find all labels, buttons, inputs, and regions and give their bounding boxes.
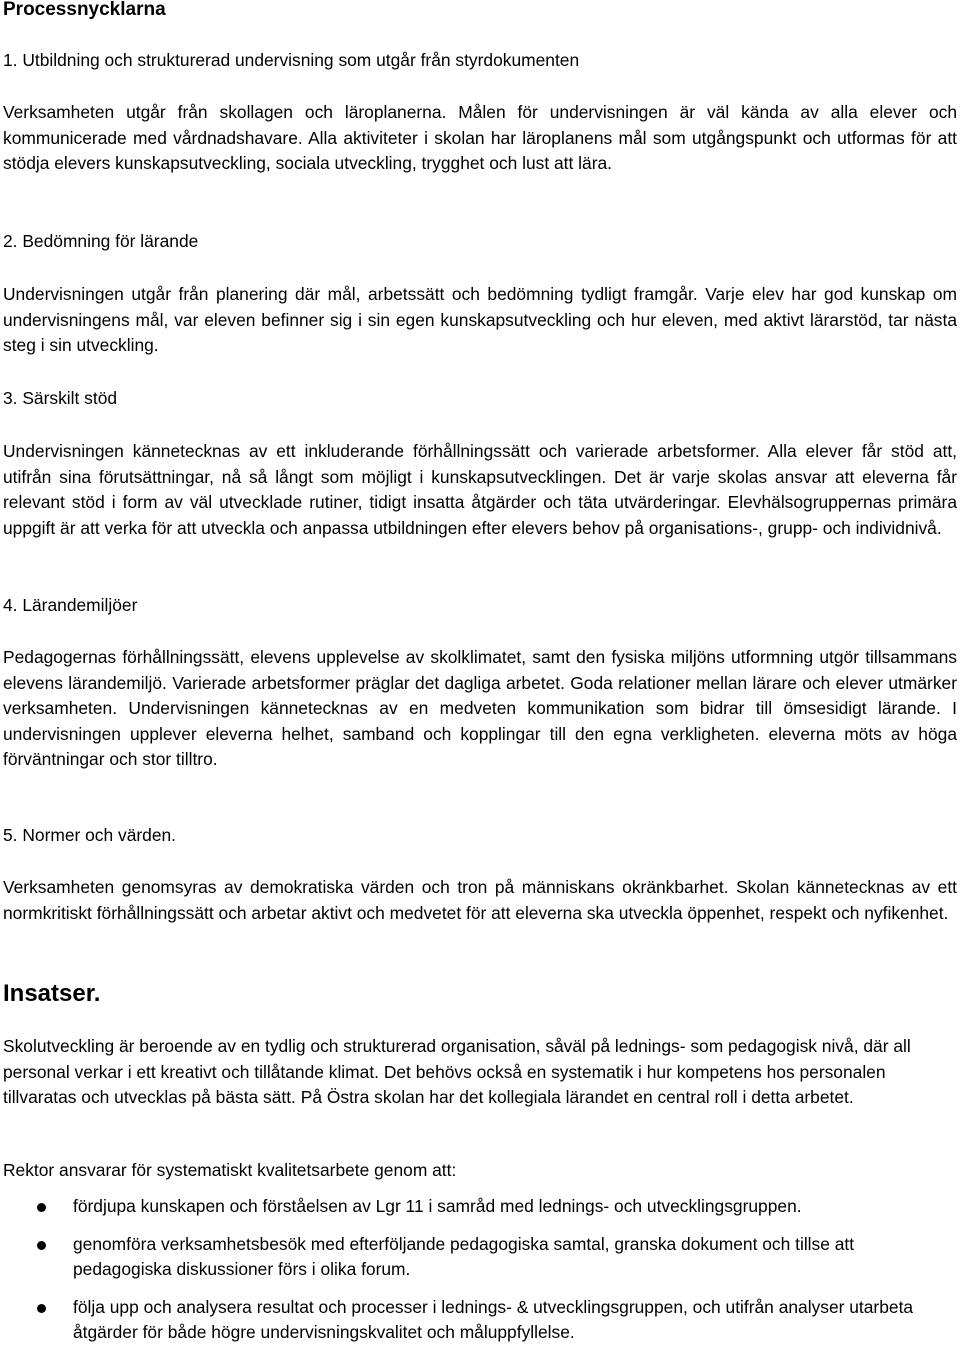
bullet-icon <box>37 1203 46 1212</box>
rektor-lead: Rektor ansvarar för systematiskt kvalitetsarbete genom att: <box>3 1160 457 1180</box>
section-heading-utbildning: 1. Utbildning och strukturerad undervisning som utgår från styrdokumenten <box>3 50 580 70</box>
list-item <box>3 1295 957 1346</box>
section-body-normer: Verksamheten genomsyras av demokratiska värden och tron på människans okränkbarhet. Skolan kännetecknas av ett normkritiskt förhållningssätt och arbetar aktivt och medvetet för att eleverna ska utveckla öppenhet, respekt och nyfikenhet. <box>3 877 957 923</box>
list-item-text: fördjupa kunskapen och förståelsen av Lgr 11 i samråd med lednings- och utvecklingsgruppen. <box>73 1196 802 1216</box>
bullet-icon <box>37 1304 46 1313</box>
section-heading-larandemiljoer: 4. Lärandemiljöer <box>3 595 138 615</box>
section-heading-bedomning: 2. Bedömning för lärande <box>3 231 199 251</box>
list-item <box>3 1232 957 1283</box>
section-heading-sarskilt-stod: 3. Särskilt stöd <box>3 388 118 408</box>
insatser-intro: Skolutveckling är beroende av en tydlig och strukturerad organisation, såväl på lednings- som pedagogisk nivå, där all personal verkar i ett kreativt och tillåtande klimat. Det behövs också en systematik i hur kompetens hos personalen tillvaratas och utvecklas på bästa sätt. På Östra skolan har det kollegiala lärandet en central roll i detta arbetet. <box>3 1036 911 1107</box>
document-title: Processnycklarna <box>3 0 166 20</box>
list-item-text: följa upp och analysera resultat och processer i lednings- & utvecklingsgruppen, och utifrån analyser utarbeta åtgärder för både högre undervisningskvalitet och måluppfyllelse. <box>73 1296 914 1342</box>
section-body-bedomning: Undervisningen utgår från planering där mål, arbetssätt och bedömning tydligt framgår. Varje elev har god kunskap om undervisningens mål, var eleven befinner sig i sin egen kunskapsutveckling och hur eleven, med aktivt lärarstöd, tar nästa steg i sin utveckling. <box>3 284 957 355</box>
insatser-heading: Insatser. <box>3 980 101 1007</box>
section-body-sarskilt-stod: Undervisningen kännetecknas av ett inkluderande förhållningssätt och varierade arbetsformer. Alla elever får stöd att, utifrån sina förutsättningar, nå så långt som möjligt i kunskapsutvecklingen. Det är varje skolas ansvar att eleverna får relevant stöd i form av väl utvecklade rutiner, tidigt insatta åtgärder och täta utvärderingar. Elevhälsogruppernas primära uppgift är att verka för att utveckla och anpassa utbildningen efter elevers behov på organisations-, grupp- och individnivå. <box>3 441 957 538</box>
section-heading-normer: 5. Normer och värden. <box>3 825 177 845</box>
section-body-utbildning: Verksamheten utgår från skollagen och läroplanerna. Målen för undervisningen är väl kända av alla elever och kommunicerade med vårdnadshavare. Alla aktiviteter i skolan har läroplanens mål som utgångspunkt och utformas för att stödja elevers kunskapsutveckling, sociala utveckling, trygghet och lust att lära. <box>3 102 957 173</box>
bullet-icon <box>37 1241 46 1250</box>
rektor-task-list <box>3 1194 957 1358</box>
list-item <box>3 1194 957 1220</box>
section-body-larandemiljoer: Pedagogernas förhållningssätt, elevens upplevelse av skolklimatet, samt den fysiska miljöns utformning utgör tillsammans elevens lärandemiljö. Varierade arbetsformer präglar det dagliga arbetet. Goda relationer mellan lärare och elever utmärker verksamheten. Undervisningen kännetecknas av en medveten kommunikation som bidrar till ömsesidigt lärande. I undervisningen upplever eleverna helhet, samband och kopplingar till den egna verkligheten. eleverna möts av höga förväntningar och stor tilltro. <box>3 647 957 769</box>
list-item-text: genomföra verksamhetsbesök med efterföljande pedagogiska samtal, granska dokument och tillse att pedagogiska diskussioner förs i olika forum. <box>73 1233 855 1279</box>
